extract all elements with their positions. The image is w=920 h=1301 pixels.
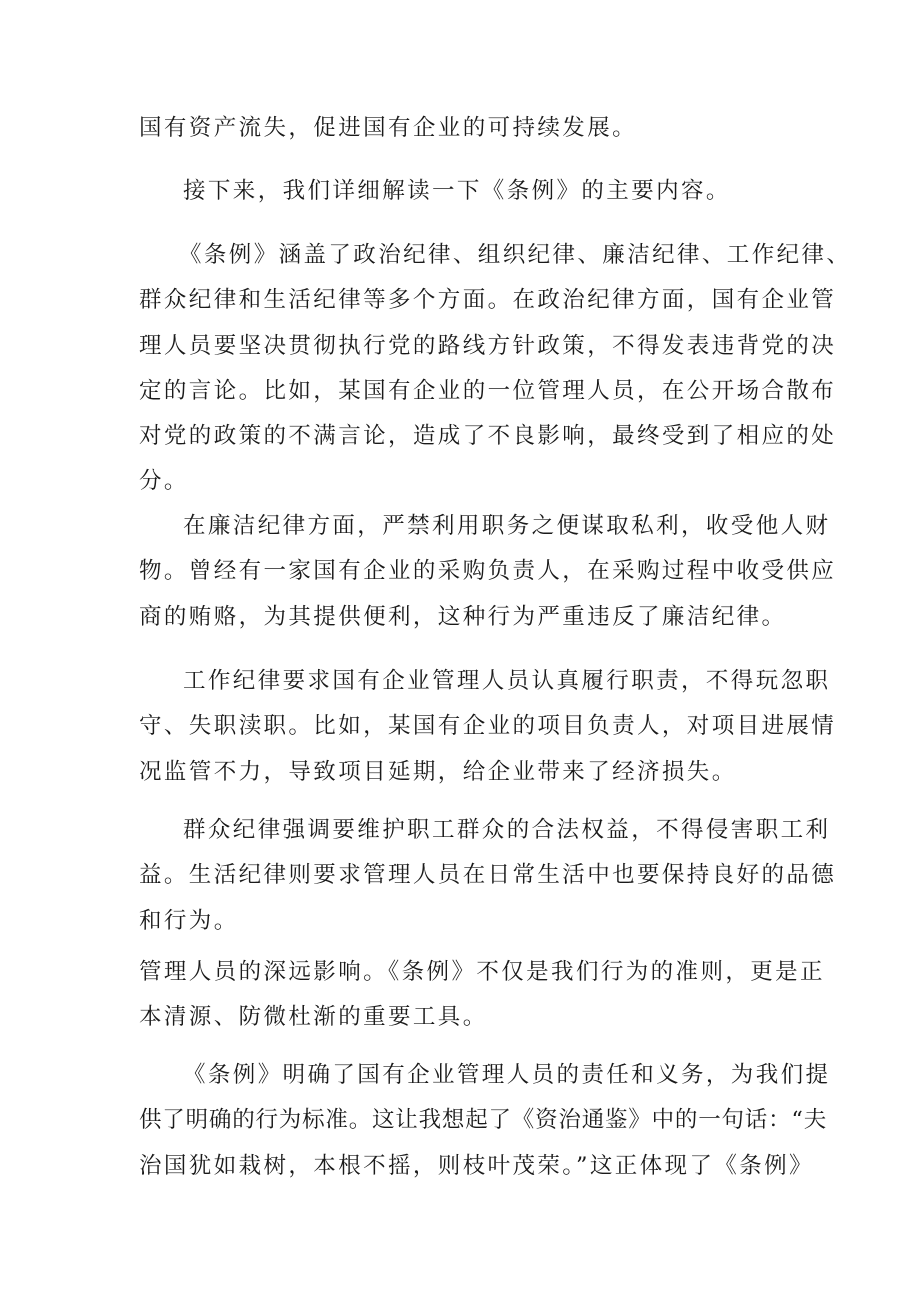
text-line: 《条例》明确了国有企业管理人员的责任和义务，为我们提 <box>183 1062 831 1088</box>
paragraph-5 <box>139 659 837 795</box>
text-line: 本清源、防微杜渐的重要工具。 <box>139 1004 488 1031</box>
text-line: 物。曾经有一家国有企业的采购负责人，在采购过程中收受供应 <box>139 558 837 585</box>
text-line: 在廉洁纪律方面，严禁利用职务之便谋取私利，收受他人财 <box>183 513 831 539</box>
paragraph-2 <box>183 169 843 214</box>
paragraph-3 <box>139 233 852 505</box>
text-line: 工作纪律要求国有企业管理人员认真履行职责，不得玩忽职 <box>183 668 831 694</box>
paragraph-8 <box>139 1053 831 1189</box>
text-line: 群众纪律和生活纪律等多个方面。在政治纪律方面，国有企业管 <box>139 287 837 314</box>
text-line: 管理人员的深远影响。《条例》不仅是我们行为的准则，更是正 <box>139 959 825 985</box>
text-line: 商的贿赂，为其提供便利，这种行为严重违反了廉洁纪律。 <box>139 603 787 630</box>
text-line: 况监管不力，导致项目延期，给企业带来了经济损失。 <box>139 758 737 785</box>
paragraph-1 <box>139 106 799 151</box>
text-line: 治国犹如栽树，本根不摇，则枝叶茂荣。”这正体现了《条例》 <box>139 1152 814 1179</box>
text-line: 和行为。 <box>139 907 239 934</box>
text-line: 定的言论。比如，某国有企业的一位管理人员，在公开场合散布 <box>139 377 837 404</box>
text-line: 国有资产流失，促进国有企业的可持续发展。 <box>139 115 638 141</box>
text-line: 《条例》涵盖了政治纪律、组织纪律、廉洁纪律、工作纪律、 <box>179 242 852 268</box>
paragraph-4 <box>139 504 837 640</box>
text-line: 对党的政策的不满言论，造成了不良影响，最终受到了相应的处 <box>139 423 837 450</box>
paragraph-6 <box>139 808 837 944</box>
text-line: 分。 <box>139 468 189 495</box>
text-line: 接下来，我们详细解读一下《条例》的主要内容。 <box>183 178 731 204</box>
text-line: 守、失职渎职。比如，某国有企业的项目负责人，对项目进展情 <box>139 713 837 740</box>
text-line: 益。生活纪律则要求管理人员在日常生活中也要保持良好的品德 <box>139 862 837 889</box>
text-line: 供了明确的行为标准。这让我想起了《资治通鉴》中的一句话：“夫 <box>139 1107 828 1134</box>
paragraph-7 <box>139 950 825 1041</box>
text-line: 群众纪律强调要维护职工群众的合法权益，不得侵害职工利 <box>183 817 831 843</box>
text-line: 理人员要坚决贯彻执行党的路线方针政策，不得发表违背党的决 <box>139 332 837 359</box>
